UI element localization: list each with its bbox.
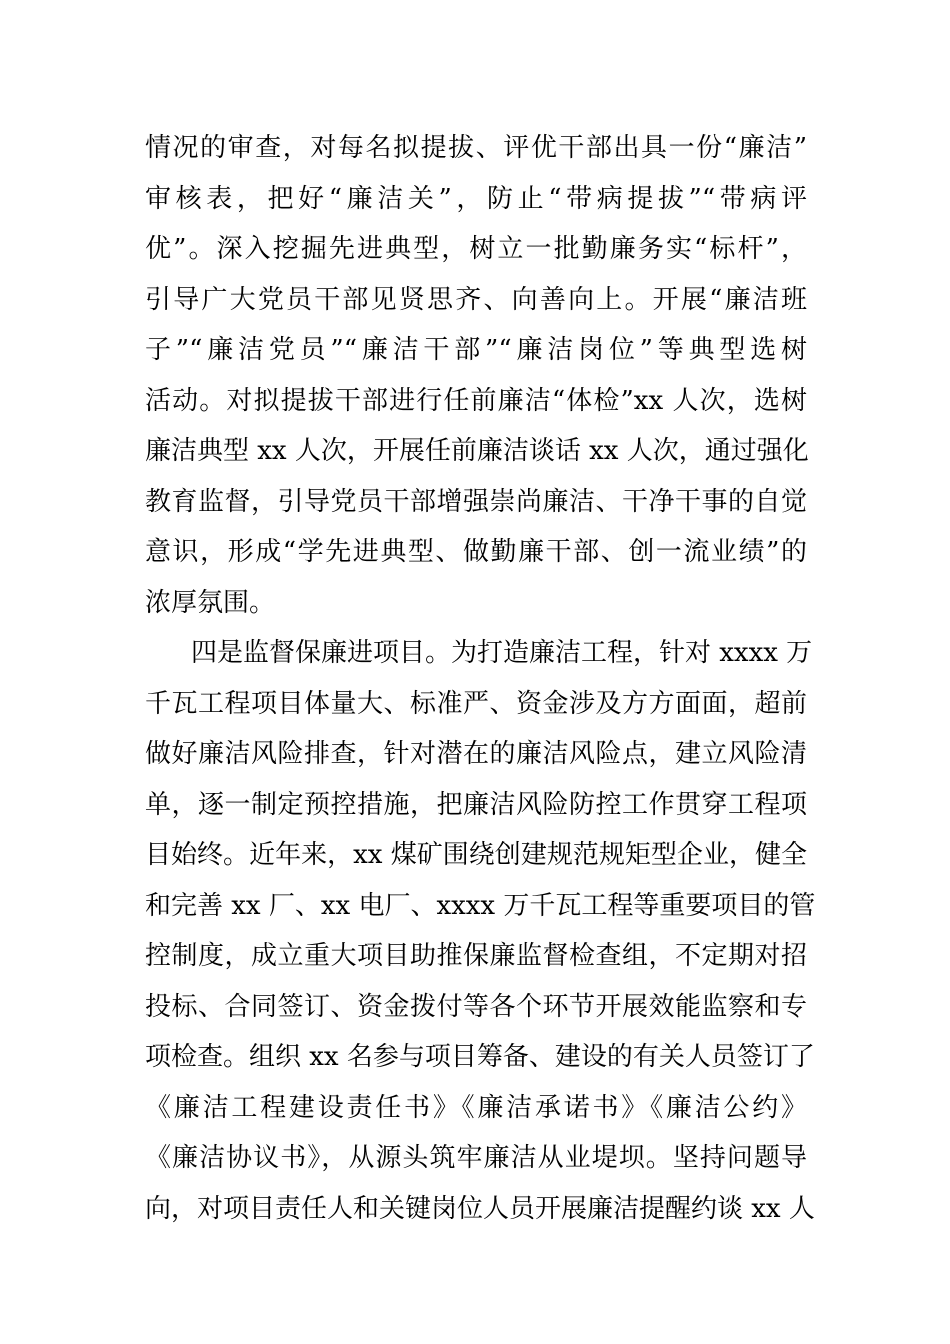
text-line: 子”“廉洁党员”“廉洁干部”“廉洁岗位”等典型选树 bbox=[145, 335, 807, 365]
text-line: 控制度，成立重大项目助推保廉监督检查组，不定期对招 bbox=[145, 941, 807, 971]
text-line: 和完善 xx 厂、xx 电厂、xxxx 万千瓦工程等重要项目的管 bbox=[145, 890, 816, 921]
text-line: 《廉洁协议书》，从源头筑牢廉洁从业堤坝。坚持问题导 bbox=[145, 1143, 807, 1173]
text-line: 引导广大党员干部见贤思齐、向善向上。开展“廉洁班 bbox=[145, 284, 807, 315]
text-line: 廉洁典型 xx 人次，开展任前廉洁谈话 xx 人次，通过强化 bbox=[145, 436, 809, 466]
text-line: 意识，形成“学先进典型、做勤廉干部、创一流业绩”的 bbox=[145, 537, 807, 567]
text-line: 活动。对拟提拔干部进行任前廉洁“体检”xx 人次，选树 bbox=[145, 385, 807, 416]
text-line: 审核表，把好“廉洁关”，防止“带病提拔”“带病评 bbox=[145, 183, 807, 214]
text-line: 《廉洁工程建设责任书》《廉洁承诺书》《廉洁公约》 bbox=[145, 1092, 807, 1123]
paragraph-2 bbox=[145, 628, 816, 1234]
text-line: 向，对项目责任人和关键岗位人员开展廉洁提醒约谈 xx 人 bbox=[145, 1193, 815, 1224]
text-line: 单，逐一制定预控措施，把廉洁风险防控工作贯穿工程项 bbox=[145, 789, 807, 820]
text-line: 浓厚氛围。 bbox=[145, 587, 276, 618]
text-line: 情况的审查，对每名拟提拔、评优干部出具一份“廉洁” bbox=[145, 133, 807, 163]
text-line: 目始终。近年来，xx 煤矿围绕创建规范规矩型企业，健全 bbox=[145, 840, 807, 870]
text-line: 做好廉洁风险排查，针对潜在的廉洁风险点，建立风险清 bbox=[145, 739, 807, 769]
document-body bbox=[145, 123, 816, 1234]
text-line: 投标、合同签订、资金拨付等各个环节开展效能监察和专 bbox=[145, 991, 807, 1022]
text-line: 项检查。组织 xx 名参与项目筹备、建设的有关人员签订了 bbox=[145, 1042, 815, 1072]
text-line: 优”。深入挖掘先进典型，树立一批勤廉务实“标杆”， bbox=[145, 234, 807, 264]
text-line: 四是监督保廉进项目。为打造廉洁工程，针对 xxxx 万 bbox=[191, 638, 813, 668]
text-line: 教育监督，引导党员干部增强崇尚廉洁、干净干事的自觉 bbox=[145, 486, 807, 517]
text-line: 千瓦工程项目体量大、标准严、资金涉及方方面面，超前 bbox=[145, 688, 807, 719]
paragraph-1 bbox=[145, 123, 807, 628]
